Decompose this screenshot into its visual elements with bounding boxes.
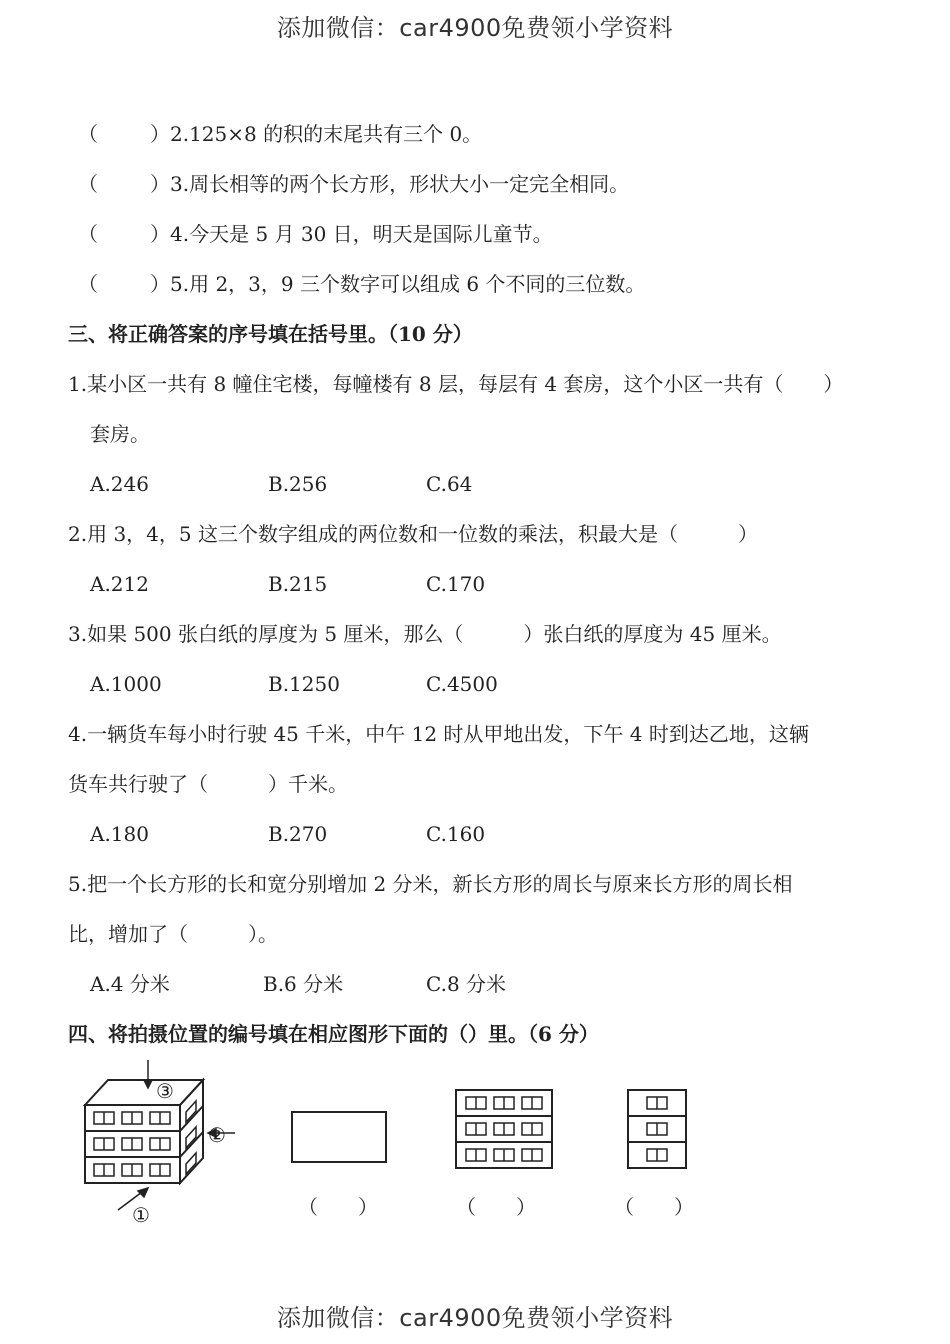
judge-item: （ ）5.用 2，3，9 三个数字可以组成 6 个不同的三位数。 [78,272,646,296]
answer-paren-view-2[interactable]: （ ） [456,1195,536,1219]
judge-text: 2.125×8 的积的末尾共有三个 0。 [170,122,483,146]
section-4-title: 四、将拍摄位置的编号填在相应图形下面的（）里。（6 分） [68,1022,599,1046]
option-b[interactable]: B.256 [268,472,328,496]
option-a[interactable]: A.1000 [90,672,162,696]
answer-paren-open[interactable]: （ [78,122,98,146]
question-2: 2.用 3，4，5 这三个数字组成的两位数和一位数的乘法，积最大是（ ） [68,522,758,546]
question-1-cont: 套房。 [90,422,150,446]
judge-item: （ ）4.今天是 5 月 30 日，明天是国际儿童节。 [78,222,553,246]
camera-marker-3: ③ [156,1079,174,1103]
camera-marker-2: ② [208,1123,226,1147]
option-a[interactable]: A.180 [90,822,149,846]
view-side-building [626,1088,690,1172]
answer-paren-view-1[interactable]: （ ） [298,1195,378,1219]
option-b[interactable]: B.6 分米 [263,972,344,996]
answer-paren-open[interactable]: （ [78,222,98,246]
judge-text: 5.用 2，3，9 三个数字可以组成 6 个不同的三位数。 [170,272,646,296]
option-b[interactable]: B.270 [268,822,328,846]
judge-text: 4.今天是 5 月 30 日，明天是国际儿童节。 [170,222,553,246]
answer-paren-open[interactable]: （ [78,272,98,296]
question-3: 3.如果 500 张白纸的厚度为 5 厘米，那么（ ）张白纸的厚度为 45 厘米。 [68,622,782,646]
option-c[interactable]: C.4500 [426,672,498,696]
option-c[interactable]: C.64 [426,472,473,496]
building-3d-figure [80,1060,260,1230]
answer-paren-view-3[interactable]: （ ） [614,1195,694,1219]
camera-marker-1: ① [132,1203,150,1227]
option-a[interactable]: A.212 [90,572,149,596]
section-3-title: 三、将正确答案的序号填在括号里。（10 分） [68,322,473,346]
judge-item: （ ）2.125×8 的积的末尾共有三个 0。 [78,122,483,146]
option-b[interactable]: B.1250 [268,672,340,696]
question-4: 4.一辆货车每小时行驶 45 千米，中午 12 时从甲地出发，下午 4 时到达乙地，这辆 [68,722,809,746]
option-c[interactable]: C.170 [426,572,486,596]
judge-text: 3.周长相等的两个长方形，形状大小一定完全相同。 [170,172,630,196]
option-c[interactable]: C.160 [426,822,486,846]
view-top-rectangle [290,1110,390,1166]
judge-item: （ ）3.周长相等的两个长方形，形状大小一定完全相同。 [78,172,630,196]
question-5: 5.把一个长方形的长和宽分别增加 2 分米，新长方形的周长与原来长方形的周长相 [68,872,793,896]
option-a[interactable]: A.246 [90,472,149,496]
question-1: 1.某小区一共有 8 幢住宅楼，每幢楼有 8 层，每层有 4 套房，这个小区一共有（ ） [68,372,844,396]
watermark-top: 添加微信：car4900免费领小学资料 [276,14,674,42]
view-front-building [454,1088,558,1172]
answer-paren-open[interactable]: （ [78,172,98,196]
question-5-cont: 比，增加了（ ）。 [68,922,278,946]
option-b[interactable]: B.215 [268,572,328,596]
watermark-bottom: 添加微信：car4900免费领小学资料 [276,1304,674,1332]
question-4-cont: 货车共行驶了（ ）千米。 [68,772,348,796]
option-a[interactable]: A.4 分米 [90,972,170,996]
option-c[interactable]: C.8 分米 [426,972,507,996]
